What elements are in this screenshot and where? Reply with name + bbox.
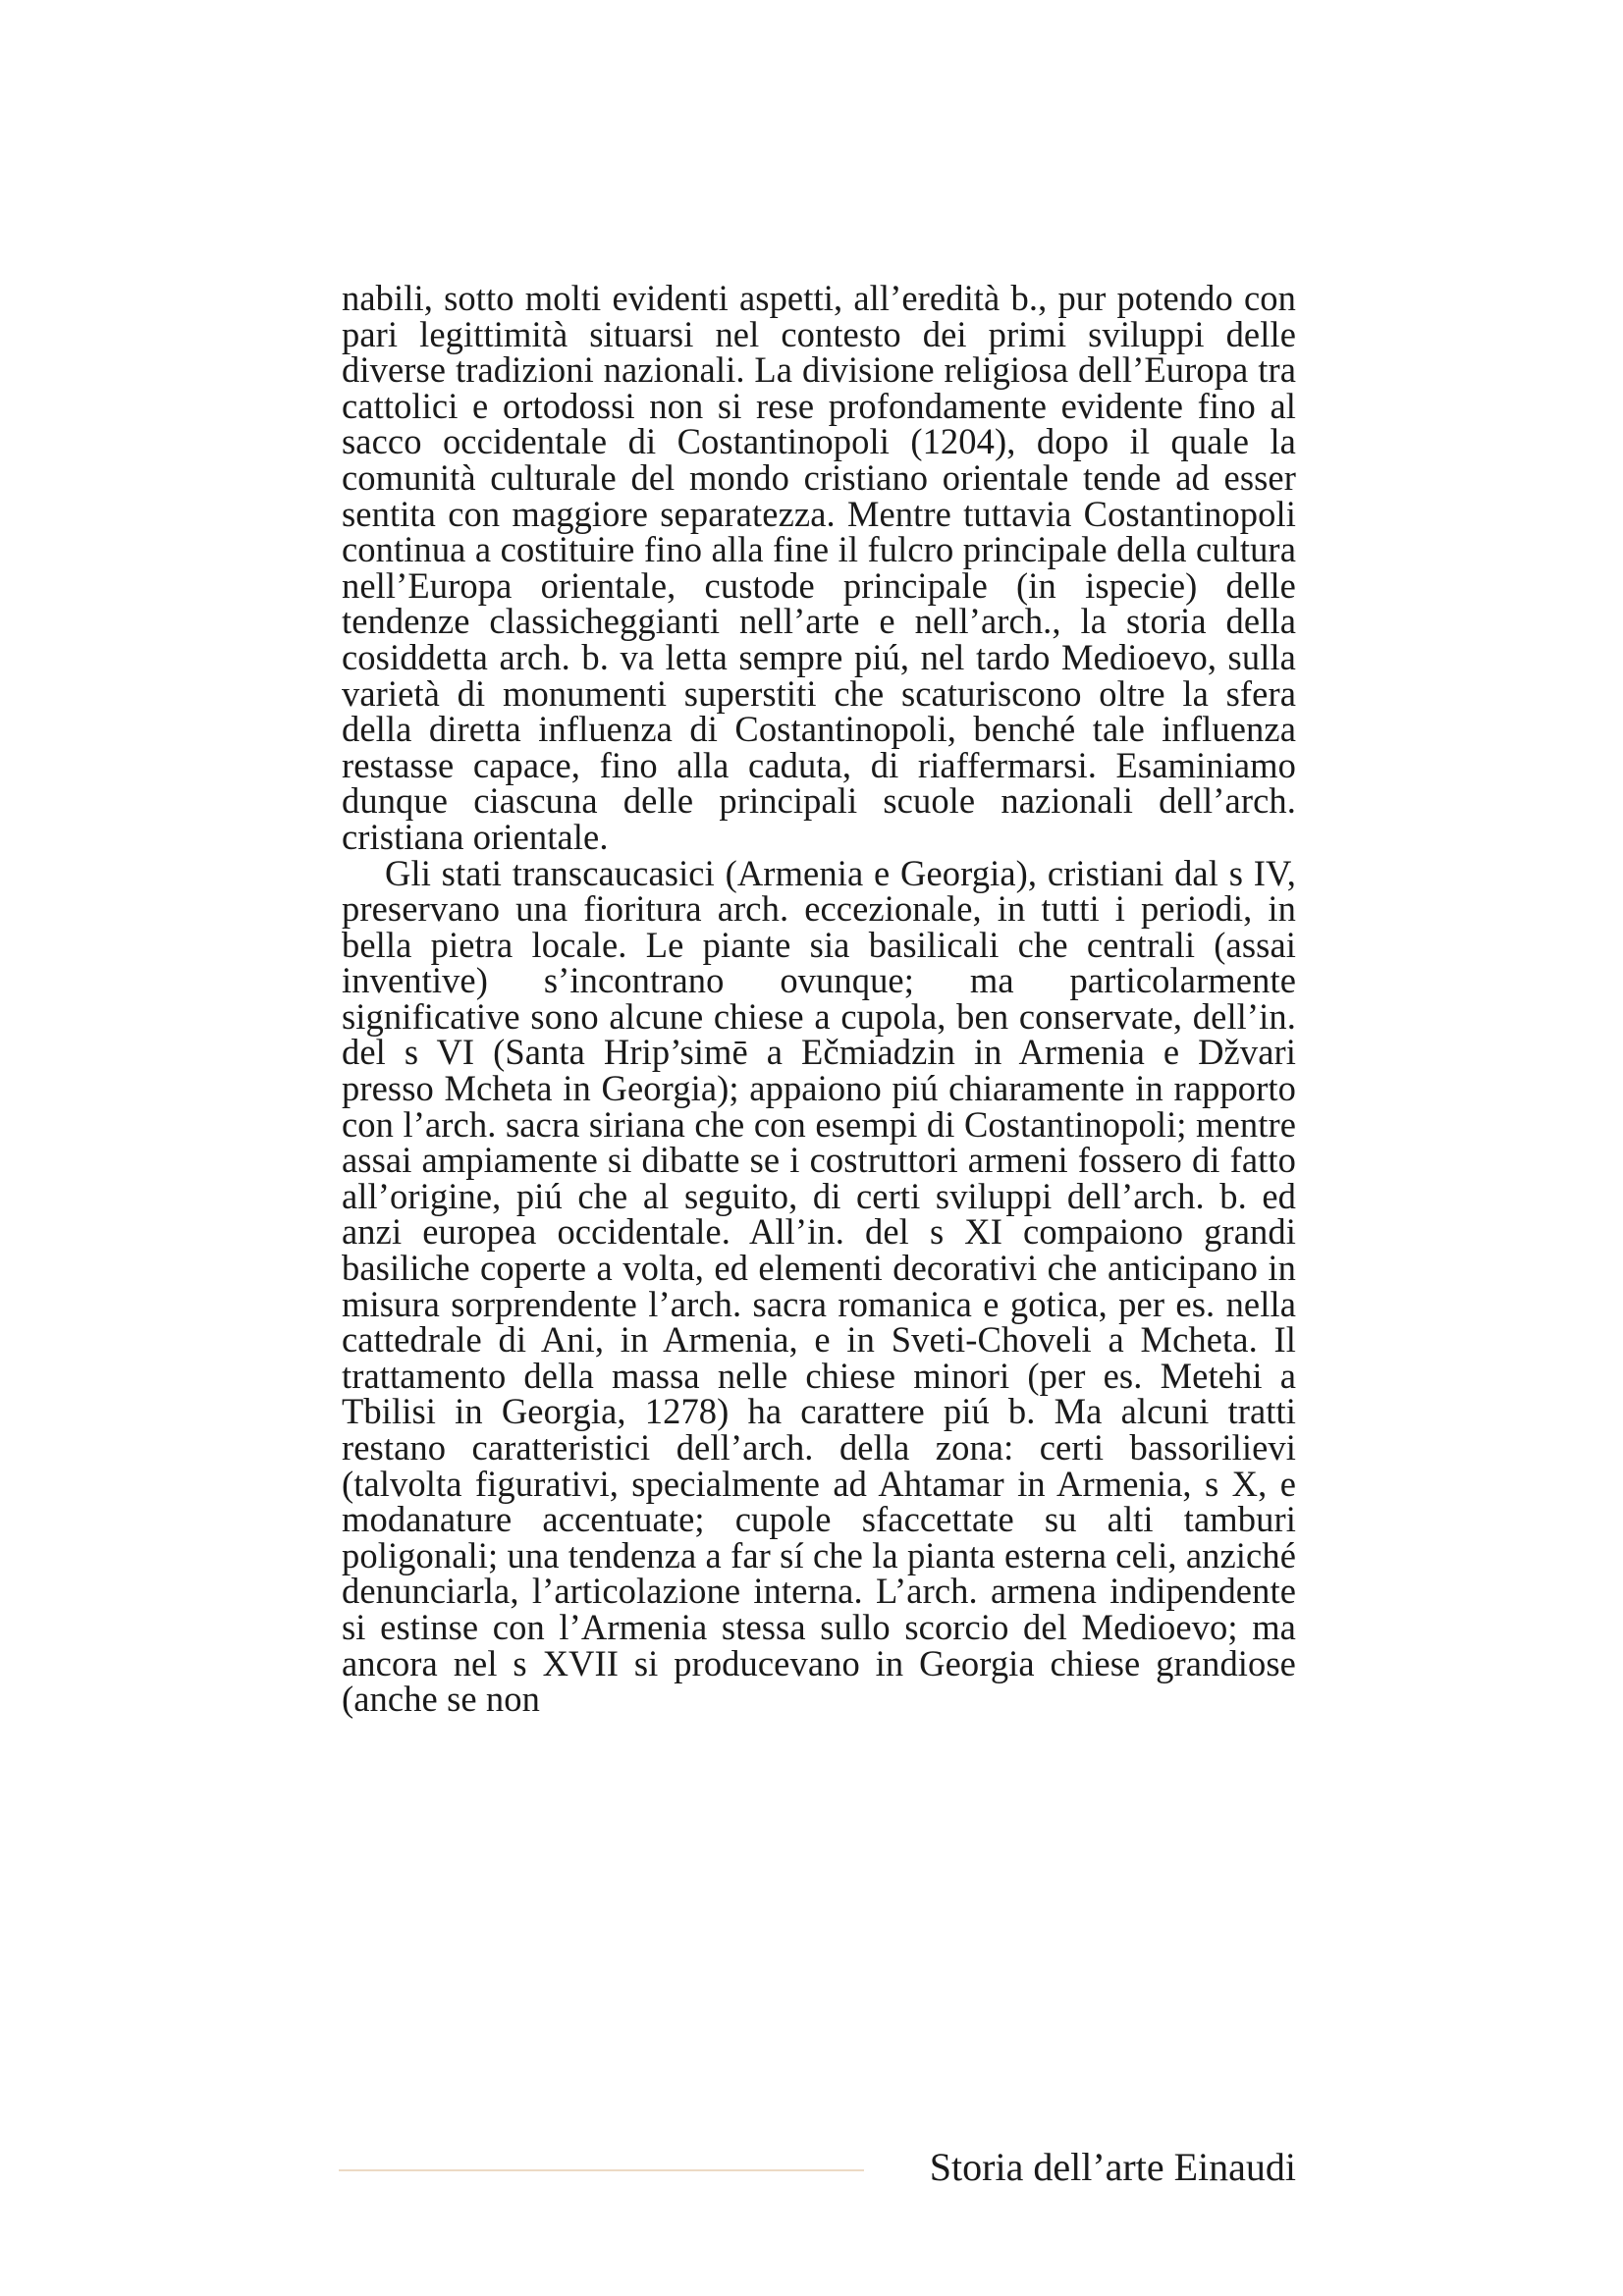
paragraph-2: Gli stati transcaucasici (Armenia e Georgia), cristiani dal s IV, preservano una fioritura arch. eccezionale, in tutti i periodi, in bella pietra locale. Le piante sia basilicali che centrali (assai inventive) s’incontrano ovunque; ma particolarmente significative sono alcune chiese a cupola, ben conservate, dell’in. del s VI (Santa Hrip’simē a Ečmiadzin in Armenia e Džvari presso Mcheta in Georgia); appaiono piú chiaramente in rapporto con l’arch. sacra siriana che con esempi di Costantinopoli; mentre assai ampiamente si dibatte se i costruttori armeni fossero di fatto all’origine, piú che al seguito, di certi sviluppi dell’arch. b. ed anzi europea occidentale. All’in. del s XI compaiono grandi basiliche coperte a volta, ed elementi decorativi che anticipano in misura sorprendente l’arch. sacra romanica e gotica, per es. nella cattedrale di Ani, in Armenia, e in Sveti-Choveli a Mcheta. Il trattamento della massa nelle chiese minori (per es. Metehi a Tbilisi in Georgia, 1278) ha carattere piú b. Ma alcuni tratti restano caratteristici dell’arch. della zona: certi bassorilievi (talvolta figurativi, specialmente ad Ahtamar in Armenia, s X, e modanature accentuate; cupole sfaccettate su alti tamburi poligonali; una tendenza a far sí che la pianta esterna celi, anziché denunciarla, l’articolazione interna. L’arch. armena indipendente si estinse con l’Armenia stessa sullo scorcio del Medioevo; ma ancora nel s XVII si producevano in Georgia chiese grandiose (anche se non: [342, 852, 1296, 1720]
paragraph-1: nabili, sotto molti evidenti aspetti, all’eredità b., pur potendo con pari legittimità situarsi nel contesto dei primi sviluppi delle diverse tradizioni nazionali. La divisione religiosa dell’Europa tra cattolici e ortodossi non si rese profondamente evidente fino al sacco occidentale di Costantinopoli (1204), dopo il quale la comunità culturale del mondo cristiano orientale tende ad esser sentita con maggiore separatezza. Mentre tuttavia Costantinopoli continua a costituire fino alla fine il fulcro principale della cultura nell’Europa orientale, custode principale (in ispecie) delle tendenze classicheggianti nell’arte e nell’arch., la storia della cosiddetta arch. b. va letta sempre piú, nel tardo Medioevo, sulla varietà di monumenti superstiti che scaturiscono oltre la sfera della diretta influenza di Costantinopoli, benché tale influenza restasse capace, fino alla caduta, di riaffermarsi. Esaminiamo dunque ciascuna delle principali scuole nazionali dell’arch. cristiana orientale.: [342, 278, 1296, 857]
footer-credit: Storia dell’arte Einaudi: [929, 2145, 1296, 2189]
footer-rule: [339, 2169, 864, 2171]
page-body: [342, 278, 1296, 1720]
